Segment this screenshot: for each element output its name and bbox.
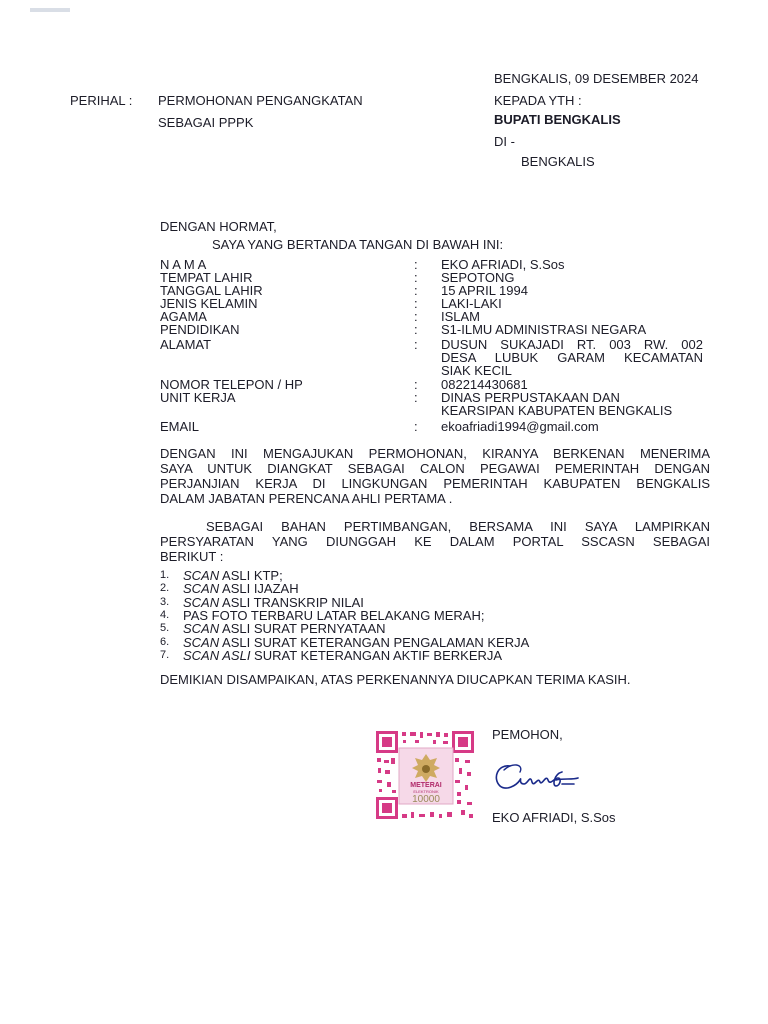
attachment-number: 4. [160, 608, 170, 621]
attachment-text [183, 596, 364, 609]
attachment-italic: SCAN [183, 634, 220, 650]
attachment-rest: PAS FOTO TERBARU LATAR BELAKANG MERAH; [183, 607, 485, 623]
paragraph-line: PERJANJIAN KERJA DI LINGKUNGAN PEMERINTAH KABUPATEN BENGKALIS [160, 476, 710, 491]
attachment-number: 6. [160, 635, 170, 648]
identity-value-line: EKO AFRIADI, S.Sos [441, 257, 565, 272]
handwritten-signature [490, 756, 584, 798]
identity-value-line: ekoafriadi1994@gmail.com [441, 419, 599, 434]
identity-label: JENIS KELAMIN [160, 296, 258, 311]
paragraph-line: PERSYARATAN YANG DIUNGGAH KE DALAM PORTAL SSCASN SEBAGAI [160, 534, 710, 549]
identity-value-line: ISLAM [441, 309, 481, 324]
recipient-city: BENGKALIS [521, 154, 595, 169]
identity-label: EMAIL [160, 419, 200, 434]
stamp-subtitle: ELEKTRONIK [413, 789, 439, 794]
recipient-di: DI - [494, 134, 515, 149]
identity-value-line: S1-ILMU ADMINISTRASI NEGARA [441, 322, 647, 337]
attachment-text [183, 582, 299, 595]
attachment-rest: ASLI SURAT PERNYATAAN [219, 621, 386, 637]
identity-value-line: DESA LUBUK GARAM KECAMATAN [441, 350, 703, 365]
identity-label: UNIT KERJA [160, 390, 236, 405]
identity-label: NOMOR TELEPON / HP [160, 377, 303, 392]
identity-separator: : [414, 296, 418, 311]
identity-value-line: 082214430681 [441, 377, 528, 392]
identity-label: N A M A [160, 257, 207, 272]
identity-value-line: 15 APRIL 1994 [441, 283, 528, 298]
attachment-italic: SCAN [183, 621, 220, 637]
identity-separator: : [414, 419, 418, 434]
paragraph-line: SAYA UNTUK DIANGKAT SEBAGAI CALON PEGAWAI PEMERINTAH DENGAN [160, 461, 710, 476]
stamp-value: 10000 [412, 794, 440, 805]
identity-label: TEMPAT LAHIR [160, 270, 253, 285]
intro: SAYA YANG BERTANDA TANGAN DI BAWAH INI: [212, 237, 504, 252]
paragraph-line: DALAM JABATAN PERENCANA AHLI PERTAMA . [160, 491, 453, 506]
attachment-italic: SCAN [183, 568, 220, 583]
paragraph-line: SEBAGAI BAHAN PERTIMBANGAN, BERSAMA INI SAYA LAMPIRKAN [206, 519, 710, 534]
place-date: BENGKALIS, 09 DESEMBER 2024 [494, 71, 699, 86]
subject-label: PERIHAL : [70, 93, 133, 108]
attachment-rest: SURAT KETERANGAN AKTIF BERKERJA [250, 647, 503, 663]
paragraph-line: DENGAN INI MENGAJUKAN PERMOHONAN, KIRANYA BERKENAN MENERIMA [160, 446, 710, 461]
e-meterai-stamp [375, 730, 475, 820]
attachment-text [183, 569, 283, 582]
identity-separator: : [414, 309, 418, 324]
identity-value-line: DUSUN SUKAJADI RT. 003 RW. 002 [441, 337, 703, 352]
recipient: BUPATI BENGKALIS [494, 112, 621, 127]
attachment-text [183, 649, 502, 662]
attachment-text [183, 622, 386, 635]
identity-separator: : [414, 337, 418, 352]
attachment-number: 3. [160, 595, 170, 608]
identity-value-line: LAKI-LAKI [441, 296, 502, 311]
attachment-italic: SCAN [183, 581, 220, 597]
identity-separator: : [414, 377, 418, 392]
signature-name: EKO AFRIADI, S.Sos [492, 810, 616, 825]
identity-label: ALAMAT [160, 337, 212, 352]
identity-separator: : [414, 257, 418, 272]
attachment-rest: ASLI TRANSKRIP NILAI [219, 594, 364, 610]
identity-separator: : [414, 390, 418, 405]
identity-value-line: KEARSIPAN KABUPATEN BENGKALIS [441, 403, 673, 418]
scan-mark [30, 8, 70, 12]
subject-line-2: SEBAGAI PPPK [158, 115, 254, 130]
identity-label: AGAMA [160, 309, 207, 324]
greeting: DENGAN HORMAT, [160, 219, 277, 234]
identity-value-line: SEPOTONG [441, 270, 515, 285]
attachment-text [183, 609, 484, 622]
identity-separator: : [414, 283, 418, 298]
attachment-rest: ASLI KTP; [219, 568, 283, 583]
attachment-rest: ASLI SURAT KETERANGAN PENGALAMAN KERJA [219, 634, 530, 650]
identity-label: TANGGAL LAHIR [160, 283, 263, 298]
attachment-rest: ASLI IJAZAH [219, 581, 299, 597]
subject-line-1: PERMOHONAN PENGANGKATAN [158, 93, 363, 108]
identity-value-line: SIAK KECIL [441, 363, 512, 378]
signature-role: PEMOHON, [492, 727, 563, 742]
identity-separator: : [414, 270, 418, 285]
attachment-number: 7. [160, 648, 170, 661]
stamp-title: METERAI [410, 782, 442, 789]
attachment-text [183, 636, 529, 649]
attachment-italic: SCAN [183, 594, 220, 610]
addressee-label: KEPADA YTH : [494, 93, 582, 108]
closing: DEMIKIAN DISAMPAIKAN, ATAS PERKENANNYA DIUCAPKAN TERIMA KASIH. [160, 672, 631, 687]
paragraph-line: BERIKUT : [160, 549, 224, 564]
attachment-number: 2. [160, 582, 170, 595]
attachment-number: 1. [160, 569, 170, 581]
identity-label: PENDIDIKAN [160, 322, 240, 337]
attachment-number: 5. [160, 622, 170, 635]
attachment-italic: SCAN ASLI [183, 647, 251, 663]
identity-value-line: DINAS PERPUSTAKAAN DAN [441, 390, 620, 405]
identity-separator: : [414, 322, 418, 337]
